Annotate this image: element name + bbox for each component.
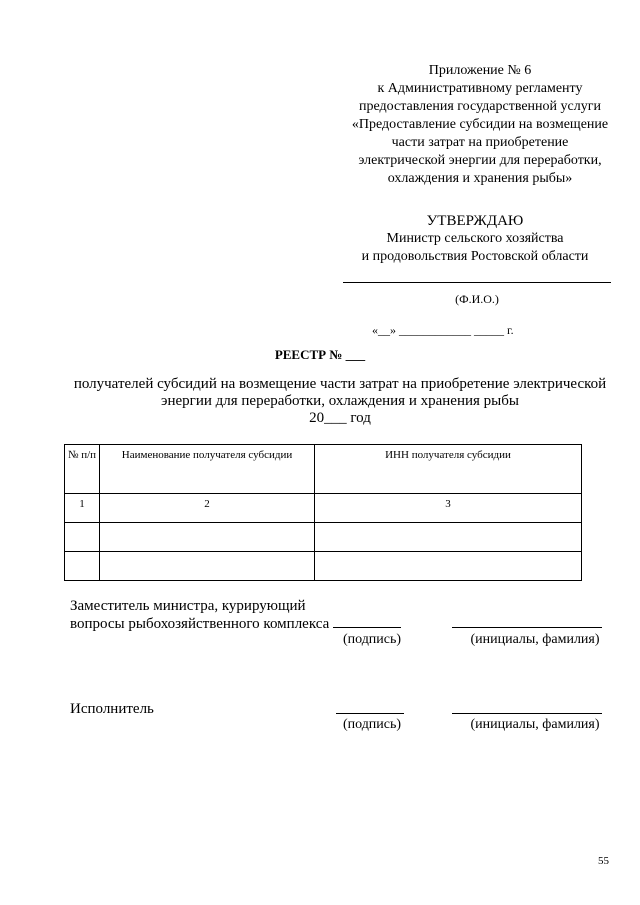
executor-name-line <box>452 713 602 714</box>
table-header-row <box>65 445 582 494</box>
appendix-line: к Административному регламенту <box>377 81 583 96</box>
deputy-name-caption: (инициалы, фамилия) <box>470 632 600 647</box>
appendix-line: части затрат на приобретение <box>391 135 569 150</box>
appendix-header <box>320 62 640 188</box>
deputy-line-2 <box>70 615 401 633</box>
approver-signature-line <box>343 282 611 283</box>
table-cell <box>100 552 315 581</box>
approve-line-1: Министр сельского хозяйства <box>386 231 564 246</box>
table-row <box>65 552 582 581</box>
deputy-signature-blank <box>333 615 401 628</box>
deputy-line-2-text: вопросы рыбохозяйственного комплекса <box>70 616 330 632</box>
deputy-name-line <box>452 627 602 628</box>
fio-caption: (Ф.И.О.) <box>455 292 499 306</box>
executor-signature-line <box>336 713 404 714</box>
table-cell <box>100 523 315 552</box>
registry-subtitle <box>60 376 620 427</box>
executor-label: Исполнитель <box>70 701 154 717</box>
executor-sign-caption: (подпись) <box>342 717 402 732</box>
table-cell <box>315 552 582 581</box>
header-recipient-name: Наименование получателя субсидии <box>100 445 315 494</box>
header-inn: ИНН получателя субсидии <box>315 445 582 494</box>
column-number-cell: 3 <box>315 494 582 523</box>
deputy-signature-block <box>70 597 401 633</box>
table-cell <box>65 523 100 552</box>
approval-date: «__» ____________ _____ г. <box>372 323 514 337</box>
column-number-cell: 2 <box>100 494 315 523</box>
appendix-line: электрической энергии для переработки, <box>358 153 602 168</box>
registry-title: РЕЕСТР № ___ <box>274 347 366 362</box>
table-row <box>65 523 582 552</box>
approve-heading: УТВЕРЖДАЮ <box>426 213 524 229</box>
subtitle-line-1: получателей субсидий на возмещение части затрат на приобретение электрической <box>73 376 607 392</box>
registry-table <box>64 444 582 581</box>
table-cell <box>315 523 582 552</box>
approve-line-2: и продовольствия Ростовской области <box>361 249 589 264</box>
approval-block <box>340 212 610 266</box>
table-row <box>65 494 582 523</box>
appendix-line: «Предоставление субсидии на возмещение <box>351 117 609 132</box>
table-cell <box>65 552 100 581</box>
subtitle-line-2: энергии для переработки, охлаждения и хранения рыбы <box>161 393 519 409</box>
page-number: 55 <box>598 855 609 867</box>
appendix-line: охлаждения и хранения рыбы» <box>387 171 573 186</box>
appendix-line: предоставления государственной услуги <box>359 99 601 114</box>
deputy-sign-caption: (подпись) <box>342 632 402 647</box>
header-number: № п/п <box>65 445 100 494</box>
appendix-line: Приложение № 6 <box>428 63 532 78</box>
executor-name-caption: (инициалы, фамилия) <box>470 717 600 732</box>
registry-year: 20___ год <box>309 410 371 426</box>
column-number-cell: 1 <box>65 494 100 523</box>
deputy-line-1: Заместитель министра, курирующий <box>70 598 306 614</box>
